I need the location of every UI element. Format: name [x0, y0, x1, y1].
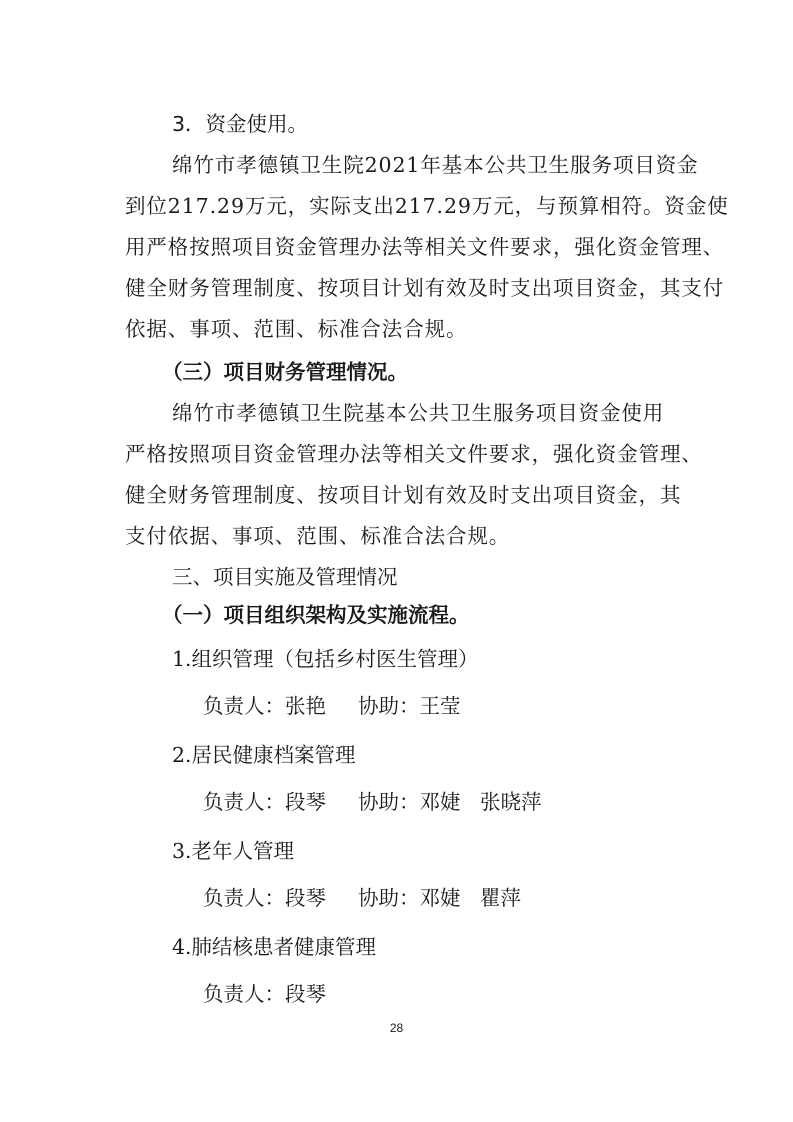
fund-use-line: 用严格按照项目资金管理办法等相关文件要求，强化资金管理、: [125, 235, 725, 259]
responsible-row: [203, 979, 326, 1009]
lead-label: 负责人：: [203, 982, 285, 1006]
section3-heading: 三、项目实施及管理情况: [172, 565, 398, 589]
responsible-row: [203, 787, 542, 817]
lead-name: 段琴: [285, 982, 326, 1006]
lead-label: 负责人：: [203, 790, 285, 814]
item-title: 1.组织管理（包括乡村医生管理）: [172, 647, 479, 671]
assist-label: 协助：: [358, 790, 420, 814]
assist-names: 王莹: [419, 694, 461, 718]
lead-name: 段琴: [285, 886, 326, 910]
lead-name: 张艳: [285, 694, 326, 718]
lead-label: 负责人：: [203, 886, 285, 910]
assist-names: 邓婕 瞿萍: [419, 886, 522, 910]
item-title: 3.老年人管理: [172, 839, 295, 863]
finance-line: 绵竹市孝德镇卫生院基本公共卫生服务项目资金使用: [172, 401, 665, 425]
fund-use-line: 绵竹市孝德镇卫生院2021年基本公共卫生服务项目资金: [172, 153, 699, 177]
item-title: 2.居民健康档案管理: [172, 743, 356, 767]
fund-use-line: 到位217.29万元，实际支出217.29万元，与预算相符。资金使: [125, 194, 729, 218]
assist-label: 协助：: [358, 886, 420, 910]
fund-use-line: 依据、事项、范围、标准合法合规。: [125, 317, 468, 341]
fund-use-line: 健全财务管理制度、按项目计划有效及时支出项目资金，其支付: [125, 276, 725, 300]
responsible-row: [203, 691, 461, 721]
assist-label: 协助：: [358, 694, 420, 718]
finance-line: 支付依据、事项、范围、标准合法合规。: [125, 524, 511, 548]
lead-name: 段琴: [285, 790, 326, 814]
fund-use-heading: 3．资金使用。: [172, 112, 309, 136]
item-title: 4.肺结核患者健康管理: [172, 935, 377, 959]
responsible-row: [203, 883, 521, 913]
finance-line: 严格按照项目资金管理办法等相关文件要求，强化资金管理、: [125, 442, 703, 466]
lead-label: 负责人：: [203, 694, 285, 718]
org-structure-heading: （一）项目组织架构及实施流程。: [162, 603, 470, 627]
finance-management-heading: （三）项目财务管理情况。: [162, 360, 408, 384]
finance-line: 健全财务管理制度、按项目计划有效及时支出项目资金，其: [125, 483, 682, 507]
page-number: 28: [389, 1021, 404, 1035]
assist-names: 邓婕 张晓萍: [419, 790, 542, 814]
